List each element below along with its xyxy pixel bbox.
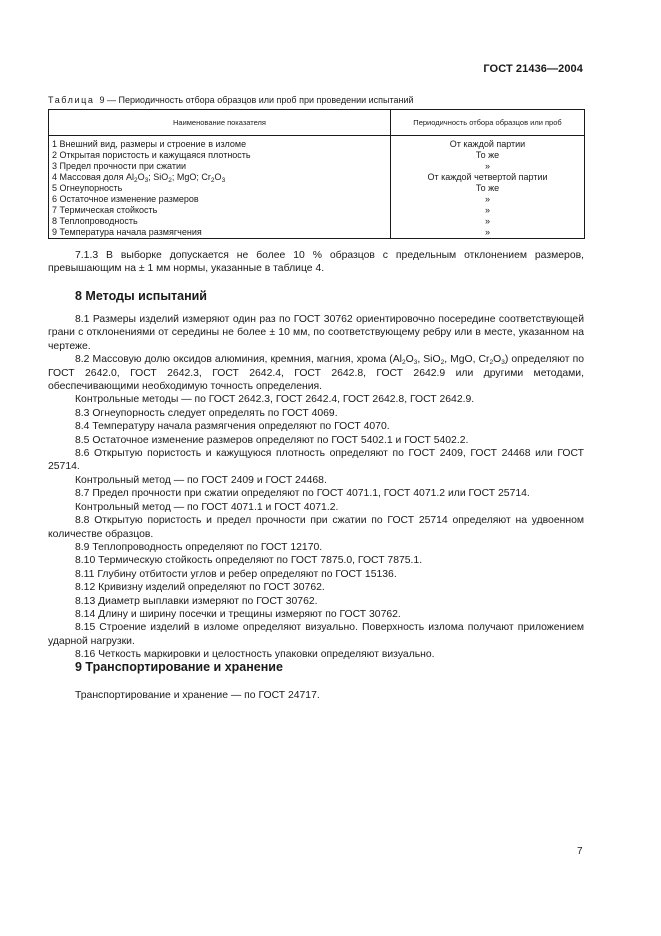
frequency-cell: » [391,227,585,239]
paragraph-9: Транспортирование и хранение — по ГОСТ 24717. [75,690,320,701]
table-row [49,227,585,239]
paragraph-8-14: 8.14 Длину и ширину посечки и трещины измеряют по ГОСТ 30762. [75,608,401,620]
indicator-cell [49,216,391,227]
table-row [49,183,585,194]
table-row [49,205,585,216]
table-header-row [49,110,585,136]
frequency-cell: » [391,194,585,205]
row-number: 8 [52,216,58,226]
indicator-name: Термическая стойкость [59,205,158,215]
section-9-body [48,689,584,702]
table-row [49,161,585,172]
paragraph-8-10: 8.10 Термическую стойкость определяют по ГОСТ 7875.0, ГОСТ 7875.1. [75,555,423,567]
row-number: 4 [52,172,58,182]
indicator-cell [49,227,391,239]
indicator-name: Внешний вид, размеры и строение в изломе [59,139,247,149]
frequency-cell: То же [391,183,585,194]
indicator-name: Теплопроводность [59,216,138,226]
frequency-cell: » [391,161,585,172]
indicator-cell [49,150,391,161]
indicator-cell [49,161,391,172]
row-number: 9 [52,227,58,237]
indicator-name: Открытая пористость и кажущаяся плотность [59,150,251,160]
row-number: 6 [52,194,58,204]
paragraph-8-7: 8.7 Предел прочности при сжатии определяют по ГОСТ 4071.1, ГОСТ 4071.2 или ГОСТ 25714. [75,488,530,500]
column-header-indicator: Наименование показателя [49,110,391,136]
frequency-cell: » [391,216,585,227]
frequency-cell: » [391,205,585,216]
row-number: 5 [52,183,58,193]
section-8-body [48,313,584,662]
paragraph-8-4: 8.4 Температуру начала размягчения определяют по ГОСТ 4070. [75,421,390,433]
indicator-cell [49,194,391,205]
paragraph-8-5: 8.5 Остаточное изменение размеров определяют по ГОСТ 5402.1 и ГОСТ 5402.2. [75,434,469,446]
paragraph-8-15: 8.15 Строение изделий в изломе определяют визуально. Поверхность излома получают приложением ударной нагрузки. [48,622,584,647]
table-caption [48,95,414,105]
indicator-cell [49,183,391,194]
clause-7-1-3 [48,249,584,276]
indicator-name: Температура начала размягчения [59,227,202,237]
table-caption-text: 9 — Периодичность отбора образцов или проб при проведении испытаний [99,95,414,105]
table-row [49,136,585,151]
indicator-name: Огнеупорность [59,183,123,193]
document-code: ГОСТ 21436—2004 [483,63,583,75]
table-row [49,150,585,161]
page-number: 7 [577,846,583,857]
row-number: 2 [52,150,58,160]
table-row [49,216,585,227]
table-row [49,172,585,183]
paragraph: 7.1.3 В выборке допускается не более 10 % образцов с предельным отклонением размеров, превышающим на ± 1 мм нормы, указанные в таблице 4. [48,250,584,275]
section-8-title: 8 Методы испытаний [75,289,207,303]
frequency-cell: От каждой четвертой партии [391,172,585,183]
column-header-frequency: Периодичность отбора образцов или проб [391,110,585,136]
sampling-frequency-table [48,109,585,239]
indicator-name: Массовая доля $Al_2O_3$; SiO$_2$; MgO; $Cr_2O_3$ [59,172,226,184]
indicator-name: Предел прочности при сжатии [59,161,187,171]
paragraph-8-2-control: Контрольные методы — по ГОСТ 2642.3, ГОСТ 2642.4, ГОСТ 2642.8, ГОСТ 2642.9. [75,394,475,406]
paragraph-8-6: 8.6 Открытую пористость и кажущуюся плотность определяют по ГОСТ 2409, ГОСТ 24468 или ГОСТ 25714. [48,448,584,473]
paragraph-8-16: 8.16 Четкость маркировки и целостность упаковки определяют визуально. [75,649,435,661]
frequency-cell: То же [391,150,585,161]
paragraph-8-8: 8.8 Открытую пористость и предел прочности при сжатии по ГОСТ 25714 определяют на удвоенном количестве образцов. [48,515,584,540]
row-number: 3 [52,161,58,171]
section-9-title: 9 Транспортирование и хранение [75,660,283,674]
row-number: 7 [52,205,58,215]
paragraph-8-11: 8.11 Глубину отбитости углов и ребер определяют по ГОСТ 15136. [75,568,397,580]
paragraph-8-3: 8.3 Огнеупорность следует определять по ГОСТ 4069. [75,407,338,419]
indicator-cell [49,172,391,183]
row-number: 1 [52,139,58,149]
indicator-cell [49,136,391,151]
paragraph-8-9: 8.9 Теплопроводность определяют по ГОСТ 12170. [75,541,323,553]
paragraph-8-12: 8.12 Кривизну изделий определяют по ГОСТ 30762. [75,582,325,594]
frequency-cell: От каждой партии [391,136,585,151]
paragraph-8-6-control: Контрольный метод — по ГОСТ 2409 и ГОСТ 24468. [75,474,327,486]
table-row [49,194,585,205]
paragraph-8-7-control: Контрольный метод — по ГОСТ 4071.1 и ГОСТ 4071.2. [75,501,339,513]
indicator-name: Остаточное изменение размеров [59,194,199,204]
paragraph-8-2: 8.2 Массовую долю оксидов алюминия, кремния, магния, хрома ($Al_2O_3$, SiO$_2$, MgO, $Cr_2O_3$) определяют по ГОСТ 2642.0, ГОСТ 2642.3, ГОСТ 2642.4, ГОСТ 2642.8, ГОСТ 2642.9 или другими методами, обеспечивающими необходимую точность определения. [48,354,584,393]
table-caption-label: Таблица [48,95,95,105]
paragraph-8-1: 8.1 Размеры изделий измеряют один раз по ГОСТ 30762 ориентировочно посередине соответствующей грани с отклонениями от середины не более ± 10 мм, по соответствующему ребру или в месте, указанном на чертеже. [48,314,584,352]
paragraph-8-13: 8.13 Диаметр выплавки измеряют по ГОСТ 30762. [75,595,318,607]
indicator-cell [49,205,391,216]
